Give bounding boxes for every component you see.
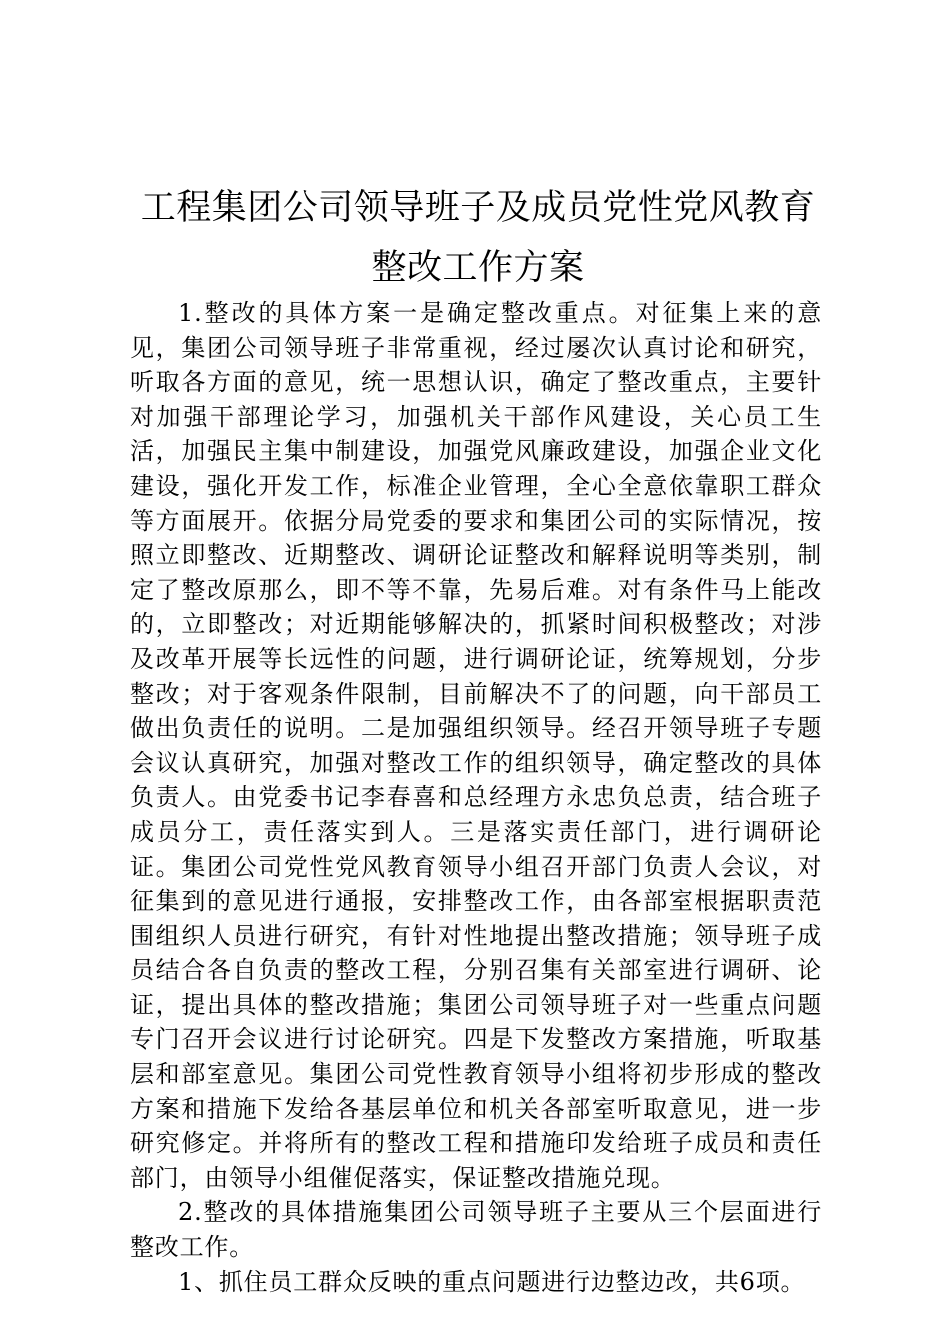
document-title: 工程集团公司领导班子及成员党性党风教育整改工作方案 <box>140 188 816 288</box>
document-body <box>130 296 822 1299</box>
paragraph-rectification-plan: 1.整改的具体方案一是确定整改重点。对征集上来的意见，集团公司领导班子非常重视，经过屡次认真讨论和研究，听取各方面的意见，统一思想认识，确定了整改重点，主要针对加强干部理论学习，加强机关干部作风建设，关心员工生活，加强民主集中制建设，加强党风廉政建设，加强企业文化建设，强化开发工作，标准企业管理，全心全意依靠职工群众等方面展开。依据分局党委的要求和集团公司的实际情况，按照立即整改、近期整改、调研论证整改和解释说明等类别，制定了整改原那么，即不等不靠，先易后难。对有条件马上能改的，立即整改；对近期能够解决的，抓紧时间积极整改；对涉及改革开展等长远性的问题，进行调研论证，统筹规划，分步整改；对于客观条件限制，目前解决不了的问题，向干部员工做出负责任的说明。二是加强组织领导。经召开领导班子专题会议认真研究，加强对整改工作的组织领导，确定整改的具体负责人。由党委书记李春喜和总经理方永忠负总责，结合班子成员分工，责任落实到人。三是落实责任部门，进行调研论证。集团公司党性党风教育领导小组召开部门负责人会议，对征集到的意见进行通报，安排整改工作，由各部室根据职责范围组织人员进行研究，有针对性地提出整改措施；领导班子成员结合各自负责的整改工程，分别召集有关部室进行调研、论证，提出具体的整改措施；集团公司领导班子对一些重点问题专门召开会议进行讨论研究。四是下发整改方案措施，听取基层和部室意见。集团公司党性教育领导小组将初步形成的整改方案和措施下发给各基层单位和机关各部室听取意见，进一步研究修定。并将所有的整改工程和措施印发给班子成员和责任部门，由领导小组催促落实，保证整改措施兑现。 <box>130 299 822 1192</box>
paragraph-rectification-measures: 2.整改的具体措施集团公司领导班子主要从三个层面进行整改工作。 <box>130 1198 822 1262</box>
paragraph-key-issues: 1、抓住员工群众反映的重点问题进行边整边改，共6项。 <box>178 1267 806 1296</box>
